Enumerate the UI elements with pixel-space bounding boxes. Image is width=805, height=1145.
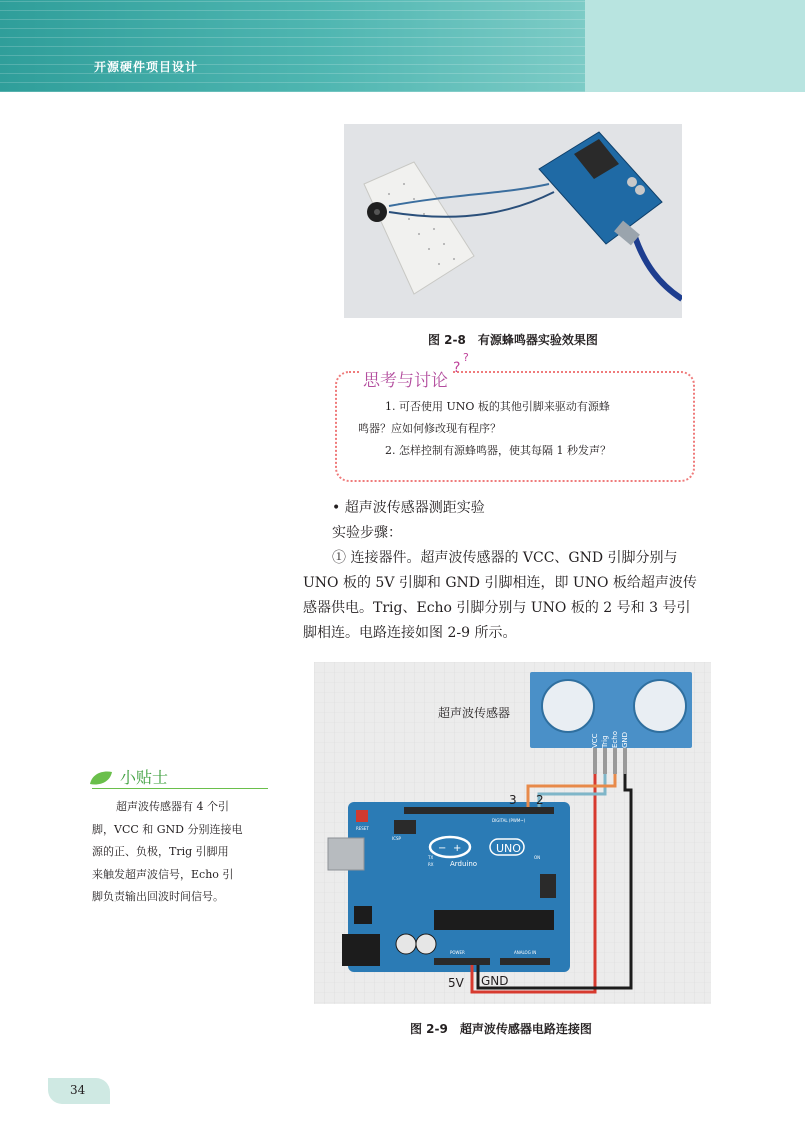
arduino-board — [348, 802, 570, 972]
pin-2-label: 2 — [536, 793, 544, 807]
icsp-label: ICSP — [392, 836, 401, 841]
voltage-regulator — [354, 906, 372, 924]
tx-label: TX — [428, 855, 434, 860]
step1-line2: UNO 板的 5V 引脚和 GND 引脚相连，即 UNO 板给超声波传 — [303, 575, 697, 591]
capacitor-1 — [396, 934, 416, 954]
step1-line4: 脚相连。电路连接如图 2-9 所示。 — [303, 625, 517, 641]
sensor-label: 超声波传感器 — [438, 706, 511, 720]
power-label: POWER — [450, 950, 465, 955]
section-heading: • 超声波传感器测距实验 — [332, 500, 485, 516]
microcontroller-chip — [434, 910, 554, 930]
header-code-texture — [0, 0, 585, 92]
figure-2-8-caption: 图 2-8 有源蜂鸣器实验效果图 — [428, 333, 598, 347]
tip-line-5: 脚负责输出回波时间信号。 — [92, 890, 224, 903]
sensor-transducer-right — [634, 680, 686, 732]
digital-label: DIGITAL (PWM~) — [492, 818, 526, 823]
power-header — [434, 958, 490, 965]
power-jack — [342, 934, 380, 966]
pin-3-label: 3 — [509, 793, 517, 807]
tip-header-rule — [92, 766, 268, 789]
analog-label: ANALOG IN — [514, 950, 537, 955]
step1-line3: 感器供电。Trig、Echo 引脚分别与 UNO 板的 2 号和 3 号引 — [303, 600, 691, 616]
reset-button — [356, 810, 368, 822]
tip-title: 小贴士 — [120, 768, 169, 787]
on-label: ON — [534, 855, 541, 860]
pin-echo: Echo — [611, 731, 619, 748]
tip-line-1: 超声波传感器有 4 个引 — [116, 800, 229, 813]
buzzer-photo — [344, 124, 682, 318]
pin-vcc: VCC — [591, 733, 599, 748]
circuit-diagram — [314, 662, 711, 1004]
svg-text:+: + — [453, 843, 462, 854]
header-side-panel — [585, 0, 805, 92]
discussion-q1-line2: 鸣器？应如何修改现有程序？ — [358, 422, 501, 435]
tip-body — [92, 796, 270, 909]
discussion-q2: 2. 怎样控制有源蜂鸣器，使其每隔 1 秒发声？ — [385, 444, 611, 457]
tip-line-4: 来触发超声波信号，Echo 引 — [92, 867, 234, 881]
discussion-title: 思考与讨论 — [360, 366, 451, 391]
tip-line-2: 脚，VCC 和 GND 分别连接电 — [92, 822, 243, 836]
capacitor-2 — [416, 934, 436, 954]
figure-2-9-caption: 图 2-9 超声波传感器电路连接图 — [410, 1022, 592, 1036]
pin-gnd: GND — [621, 731, 629, 748]
page-number-tab — [48, 1078, 110, 1104]
steps-label: 实验步骤： — [332, 525, 402, 541]
reset-label: RESET — [356, 826, 369, 831]
pin-trig: Trig — [601, 735, 609, 748]
analog-header — [500, 958, 550, 965]
svg-text:−: − — [438, 843, 447, 854]
page-header — [0, 0, 805, 92]
icsp-header-top — [394, 820, 416, 834]
label-gnd: GND — [481, 974, 509, 988]
icsp-header-right — [540, 874, 556, 898]
discussion-q1-line1: 1. 可否使用 UNO 板的其他引脚来驱动有源蜂 — [385, 400, 610, 413]
page-number: 34 — [70, 1083, 86, 1097]
arduino-brand: Arduino — [450, 860, 478, 868]
question-marks-icon: ? — [453, 360, 461, 376]
digital-header — [404, 807, 554, 814]
question-marks-icon-small: ? — [463, 351, 469, 364]
tip-line-3: 源的正、负极，Trig 引脚用 — [92, 845, 229, 858]
step1-line1: ① 连接器件。超声波传感器的 VCC、GND 引脚分别与 — [332, 550, 678, 566]
book-title: 开源硬件项目设计 — [94, 60, 199, 74]
label-5v: 5V — [448, 976, 464, 990]
rx-label: RX — [428, 862, 434, 867]
sensor-transducer-left — [542, 680, 594, 732]
usb-connector — [328, 838, 364, 870]
uno-logo-text: UNO — [496, 842, 521, 855]
